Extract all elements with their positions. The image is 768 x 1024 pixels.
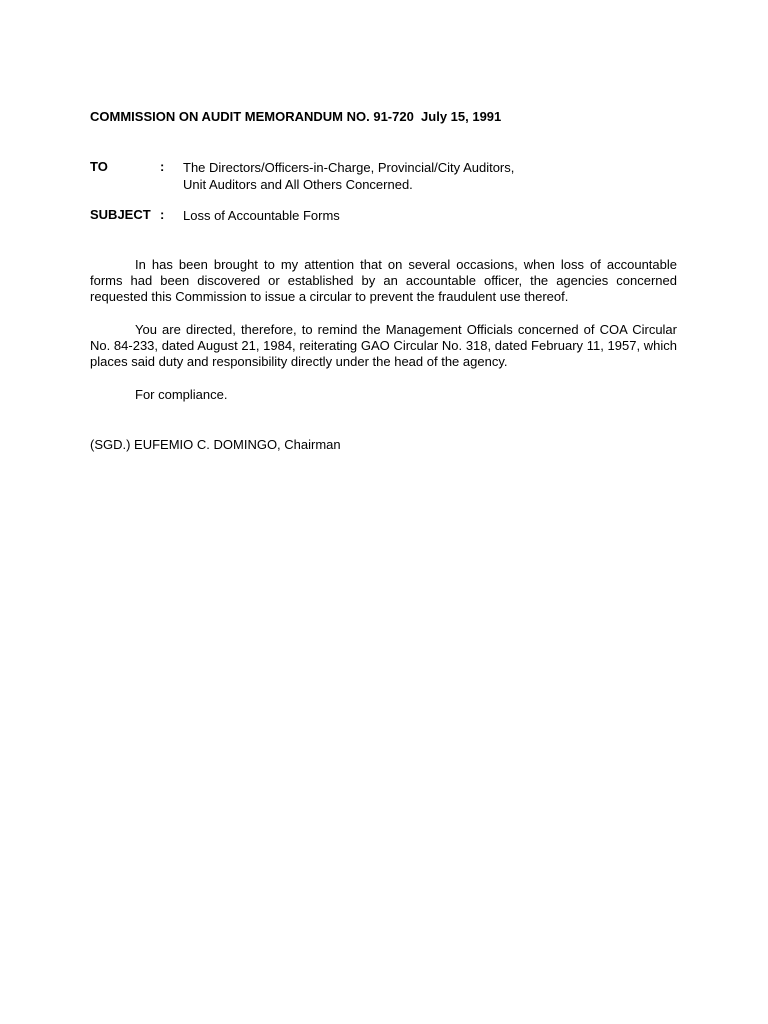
to-recipients bbox=[183, 159, 514, 193]
subject-colon: : bbox=[160, 207, 165, 222]
to-line-1: The Directors/Officers-in-Charge, Provincial/City Auditors, bbox=[183, 160, 515, 175]
body-paragraph-3: For compliance. bbox=[135, 387, 228, 402]
to-label: TO bbox=[90, 159, 108, 174]
body-paragraph-1: In has been brought to my attention that on several occasions, when loss of accountable forms had been discovered or established by an accountable officer, the agencies concerned requested this Commission to issue a circular to prevent the fraudulent use thereof. bbox=[90, 257, 677, 304]
subject-value: Loss of Accountable Forms bbox=[183, 208, 340, 223]
memo-heading: COMMISSION ON AUDIT MEMORANDUM NO. 91-720 July 15, 1991 bbox=[90, 109, 502, 124]
signature-line: (SGD.) EUFEMIO C. DOMINGO, Chairman bbox=[90, 437, 341, 452]
subject-label: SUBJECT bbox=[90, 207, 151, 222]
body-paragraph-2: You are directed, therefore, to remind the Management Officials concerned of COA Circular No. 84-233, dated August 21, 1984, reiterating GAO Circular No. 318, dated February 11, 1957, which places said duty and responsibility directly under the head of the agency. bbox=[90, 322, 677, 369]
to-line-2: Unit Auditors and All Others Concerned. bbox=[183, 177, 413, 192]
to-colon: : bbox=[160, 159, 165, 174]
